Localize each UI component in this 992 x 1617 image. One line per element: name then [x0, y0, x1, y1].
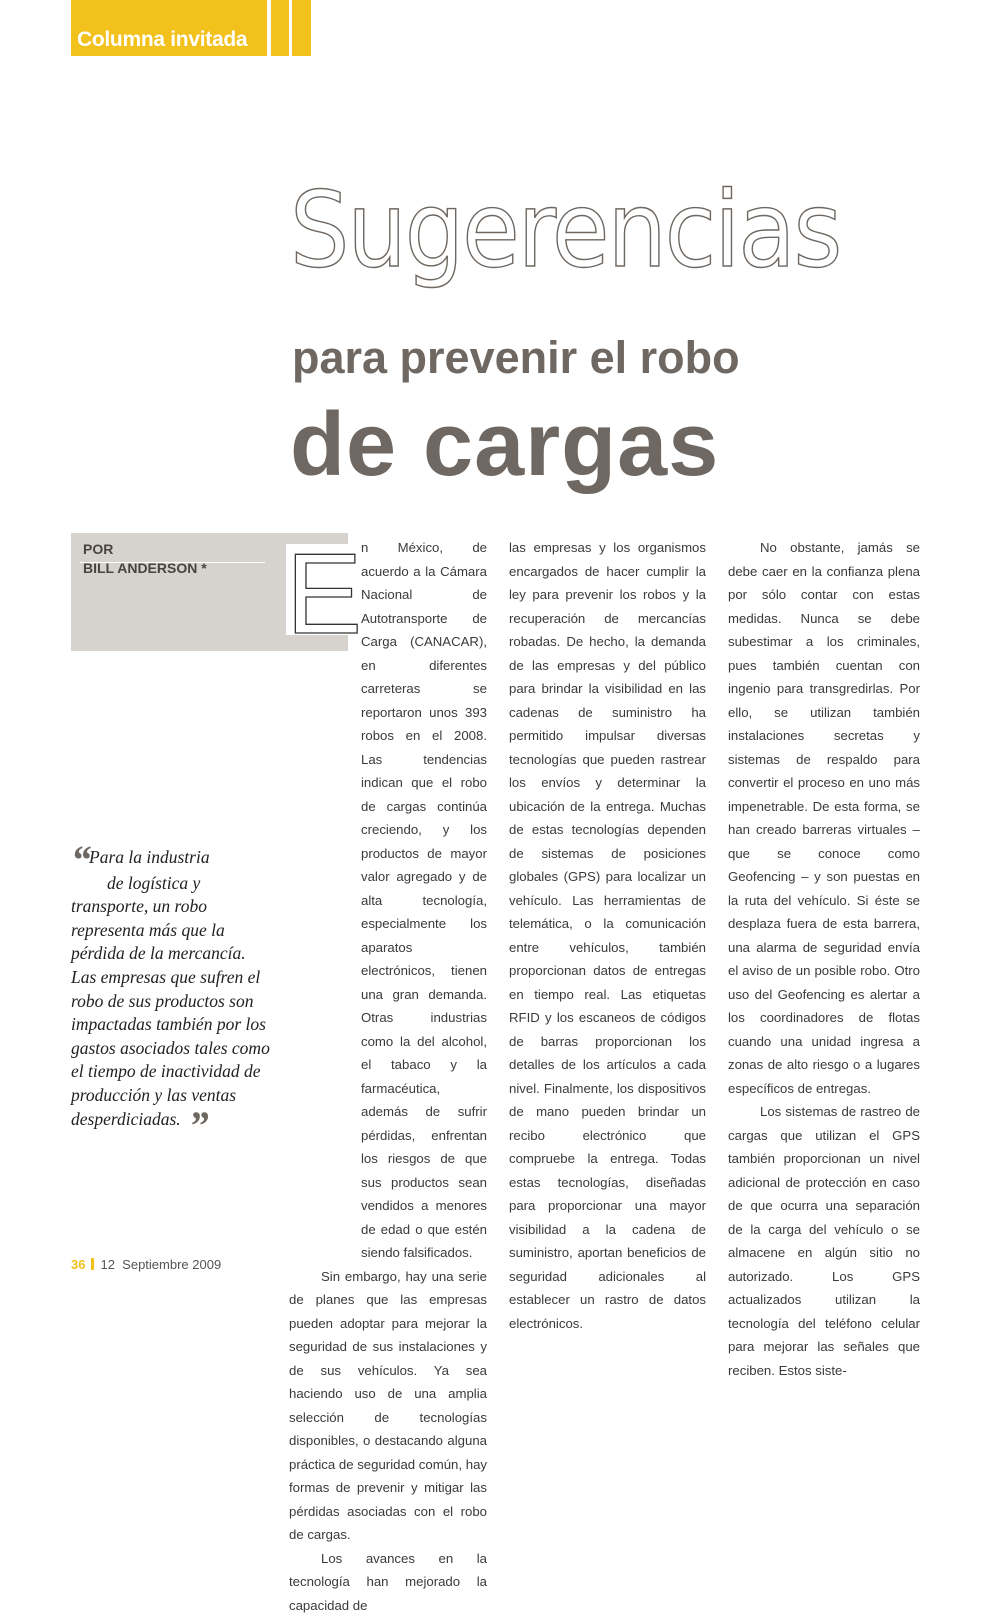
- paragraph: Los avances en la tecnología han mejorado la capacidad de: [289, 1547, 487, 1617]
- issue-date: Septiembre 2009: [122, 1257, 221, 1272]
- text-column-3: [728, 536, 920, 1382]
- pull-quote-text: Para la industria: [89, 847, 210, 867]
- byline-label: POR: [83, 540, 207, 559]
- pull-quote-line: [71, 846, 271, 872]
- accent-bar: [292, 0, 311, 56]
- text-column-2: [509, 536, 706, 1335]
- section-label: Columna invitada: [77, 28, 247, 52]
- paragraph: las empresas y los organismos encargados de hacer cumplir la ley para prevenir los robos y la recuperación de mercancías robadas. De hecho, la demanda de las empresas y del público para brindar la visibilidad en las cadenas de suministro ha permitido impulsar diversas tecnologías que pueden rastrear los envíos y determinar la ubicación de la entrega. Muchas de estas tecnologías dependen de sistemas de posiciones globales (GPS) para localizar un vehículo. Las herramientas de telemática, o la comunicación entre vehículos, también proporcionan datos de entregas en tiempo real. Las etiquetas RFID y los escaneos de códigos de barras proporcionan los detalles de los artículos a cada nivel. Finalmente, los dispositivos de mano pueden brindar un recibo electrónico que compruebe la entrega. Todas estas tecnologías, diseñadas para proporcionar una mayor visibilidad a la cadena de suministro, aportan beneficios de seguridad adicionales al establecer un rastro de datos electrónicos.: [509, 536, 706, 1335]
- page-footer: [71, 1257, 221, 1272]
- article-subtitle-large: de cargas: [290, 400, 719, 490]
- paragraph: No obstante, jamás se debe caer en la confianza plena por sólo contar con estas medidas. Nunca se debe subestimar a los criminales, pues también cuentan con ingenio para transgredirlas. Por ello, se utilizan también instalaciones secretas y sistemas de respaldo para convertir el proceso en uno más impenetrable. De esta forma, se han creado barreras virtuales – que se conoce como Geofencing – y son puestas en la ruta del vehículo. Si éste se desplaza fuera de esta barrera, una alarma de seguridad envía el aviso de un posible robo. Otro uso del Geofencing es alertar a los coordinadores de flotas cuando una unidad ingresa a zonas de alto riesgo o a lugares específicos de entregas.: [728, 536, 920, 1100]
- pull-quote-text: transporte, un robo representa más que la pérdida de la mercancía. Las empresas que sufren el robo de sus productos son impactadas también por los gastos asociados tales como el tiempo de inactividad de producción y las ventas desperdiciadas.: [71, 896, 270, 1128]
- pull-quote: [71, 846, 271, 1137]
- paragraph: Los sistemas de rastreo de cargas que utilizan el GPS también proporcionan un nivel adicional de protección en caso de que ocurra una separación de la carga del vehículo o se almacene en algún sitio no autorizado. Los GPS actualizados utilizan la tecnología del teléfono celular para mejorar las señales que reciben. Estos siste-: [728, 1100, 920, 1382]
- section-tab: [71, 0, 267, 56]
- open-quote-mark: “: [71, 837, 85, 882]
- byline-author: BILL ANDERSON *: [83, 559, 207, 578]
- paragraph: Sin embargo, hay una serie de planes que las empresas pueden adoptar para mejorar la seguridad de sus instalaciones y de sus vehículos. Ya sea haciendo uso de una amplia selección de tecnologías disponibles, o destacando alguna práctica de seguridad común, hay formas de prevenir y mitigar las pérdidas asociadas con el robo de cargas.: [289, 1265, 487, 1547]
- text-column-1: [289, 536, 487, 1617]
- paragraph: n México, de acuerdo a la Cámara Nacional de Autotransporte de Carga (CANACAR), en diferentes carreteras se reportaron unos 393 robos en el 2008. Las tendencias indican que el robo de cargas continúa creciendo, y los productos de mayor valor agregado y de alta tecnología, especialmente los aparatos electrónicos, tienen una gran demanda. Otras industrias como la del alcohol, el tabaco y la farmacéutica, además de sufrir pérdidas, enfrentan los riesgos de que sus productos sean vendidos a menores de edad o que estén siendo falsificados.: [289, 536, 487, 1265]
- drop-cap-letter: E: [286, 538, 362, 652]
- article-subtitle: para prevenir el robo: [292, 335, 740, 380]
- footer-separator: [91, 1258, 94, 1270]
- accent-bar: [271, 0, 289, 56]
- drop-cap: [286, 544, 348, 635]
- byline: [83, 540, 207, 578]
- pull-quote-text: de logística y: [71, 872, 271, 896]
- issue-number: 12: [100, 1257, 114, 1272]
- page-number: 36: [71, 1257, 85, 1272]
- close-quote-mark: ”: [189, 1103, 203, 1148]
- article-title: Sugerencias: [290, 178, 840, 282]
